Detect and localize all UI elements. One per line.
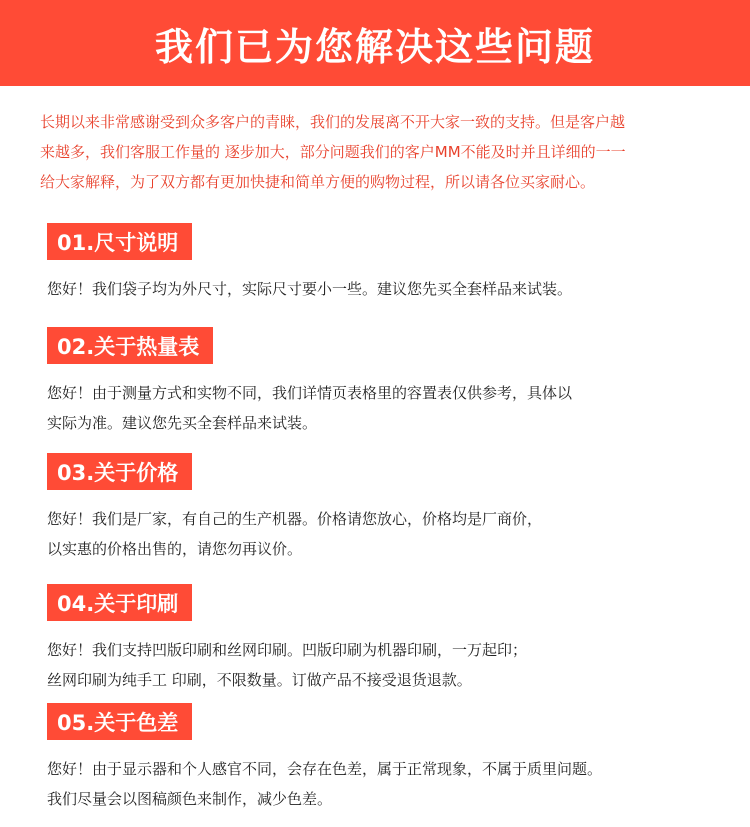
section-line: 您好！由于显示器和个人感官不同，会存在色差，属于正常现象，不属于质里问题。 — [47, 760, 603, 778]
section-label: 04.关于印刷 — [47, 584, 192, 621]
section-body — [47, 274, 737, 304]
section-body — [47, 504, 737, 564]
intro-line: 长期以来非常感谢受到众多客户的青睐，我们的发展离不开大家一致的支持。但是客户越 — [40, 113, 626, 131]
section-line: 您好！我们袋子均为外尺寸，实际尺寸要小一些。建议您先买全套样品来试装。 — [47, 280, 573, 298]
section-color-difference — [47, 703, 737, 814]
section-line: 您好！我们支持凹版印刷和丝网印刷。凹版印刷为机器印刷，一万起印； — [47, 641, 528, 659]
section-body — [47, 754, 737, 814]
section-price — [47, 453, 737, 564]
section-heat-table — [47, 327, 737, 438]
section-label: 05.关于色差 — [47, 703, 192, 740]
section-line: 以实惠的价格出售的，请您勿再议价。 — [47, 540, 303, 558]
section-body — [47, 635, 737, 695]
section-label: 01.尺寸说明 — [47, 223, 192, 260]
section-size — [47, 223, 737, 304]
section-line: 实际为准。建议您先买全套样品来试装。 — [47, 414, 318, 432]
section-label: 02.关于热量表 — [47, 327, 213, 364]
header-banner — [0, 0, 750, 86]
page-title: 我们已为您解决这些问题 — [154, 24, 595, 69]
section-printing — [47, 584, 737, 695]
section-line: 丝网印刷为纯手工 印刷，不限数量。订做产品不接受退货退款。 — [47, 671, 472, 689]
section-line: 您好！我们是厂家，有自己的生产机器。价格请您放心，价格均是厂商价， — [47, 510, 543, 528]
section-body — [47, 378, 737, 438]
section-line: 我们尽量会以图稿颜色来制作，减少色差。 — [47, 790, 333, 808]
intro-line: 来越多，我们客服工作量的 逐步加大，部分问题我们的客户MM不能及时并且详细的一一 — [40, 143, 626, 161]
section-label: 03.关于价格 — [47, 453, 192, 490]
intro-paragraph — [40, 107, 720, 197]
intro-line: 给大家解释，为了双方都有更加快捷和简单方便的购物过程，所以请各位买家耐心。 — [40, 173, 596, 191]
section-line: 您好！由于测量方式和实物不同，我们详情页表格里的容置表仅供参考，具体以 — [47, 384, 573, 402]
